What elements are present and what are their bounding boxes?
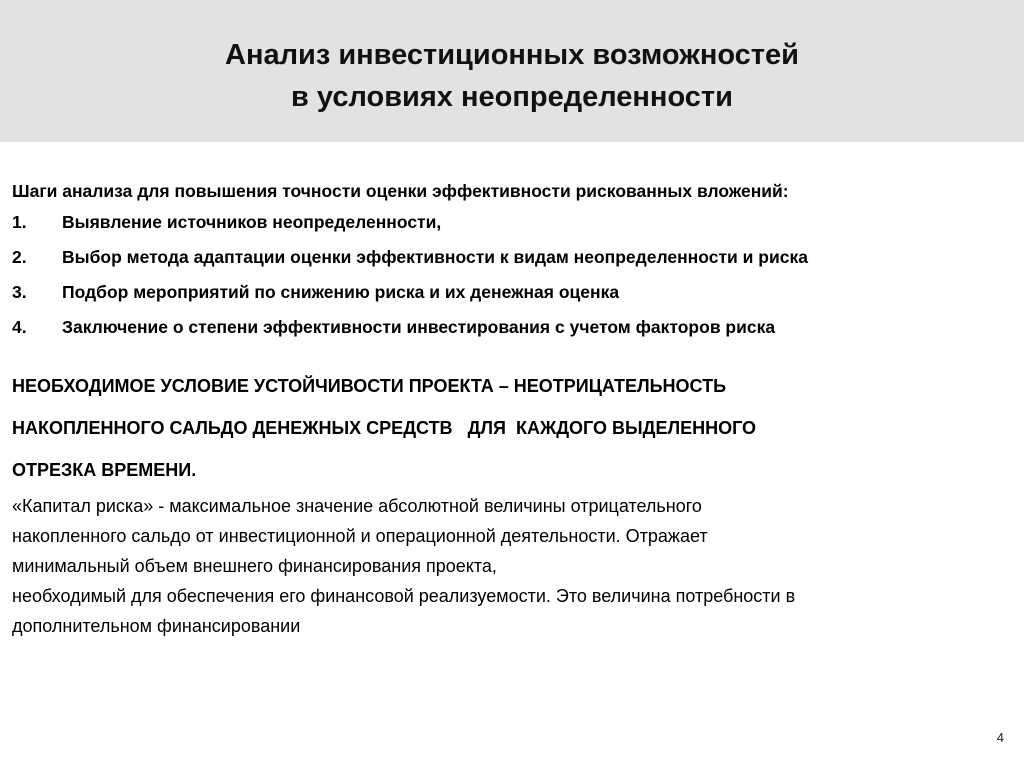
definition-line-3: минимальный объем внешнего финансирования проекта, (12, 556, 497, 576)
definition-line-5: дополнительном финансировании (12, 616, 301, 636)
stability-condition (12, 365, 1012, 491)
definition-line-1: «Капитал риска» - максимальное значение абсолютной величины отрицательного (12, 496, 702, 516)
step-number: 4. (12, 317, 27, 337)
condition-line-1: НЕОБХОДИМОЕ УСЛОВИЕ УСТОЙЧИВОСТИ ПРОЕКТА – НЕОТРИЦАТЕЛЬНОСТЬ (12, 376, 727, 396)
step-number: 2. (12, 247, 27, 267)
step-text: Подбор мероприятий по снижению риска и их денежная оценка (62, 282, 620, 302)
step-text: Выявление источников неопределенности, (62, 212, 442, 232)
condition-line-3: ОТРЕЗКА ВРЕМЕНИ. (12, 460, 197, 480)
step-number: 3. (12, 282, 27, 302)
step-item (12, 279, 1012, 306)
slide-title-line-2: в условиях неопределенности (291, 81, 733, 113)
steps-intro: Шаги анализа для повышения точности оценки эффективности рискованных вложений: (12, 181, 789, 201)
risk-capital-definition (12, 491, 1012, 641)
condition-line-2: НАКОПЛЕННОГО САЛЬДО ДЕНЕЖНЫХ СРЕДСТВ ДЛЯ КАЖДОГО ВЫДЕЛЕННОГО (12, 418, 757, 438)
page-number: 4 (996, 730, 1004, 745)
step-number: 1. (12, 212, 27, 232)
step-text: Заключение о степени эффективности инвестирования с учетом факторов риска (62, 317, 776, 337)
step-item (12, 314, 1012, 341)
step-text: Выбор метода адаптации оценки эффективности к видам неопределенности и риска (62, 247, 808, 267)
definition-line-2: накопленного сальдо от инвестиционной и операционной деятельности. Отражает (12, 526, 708, 546)
step-item (12, 209, 1012, 236)
slide-body (12, 178, 1012, 641)
steps-list (12, 209, 1012, 341)
slide-title-line-1: Анализ инвестиционных возможностей (225, 39, 799, 71)
slide-title (0, 34, 1024, 118)
step-item (12, 244, 1012, 271)
definition-line-4: необходимый для обеспечения его финансовой реализуемости. Это величина потребности в (12, 586, 796, 606)
